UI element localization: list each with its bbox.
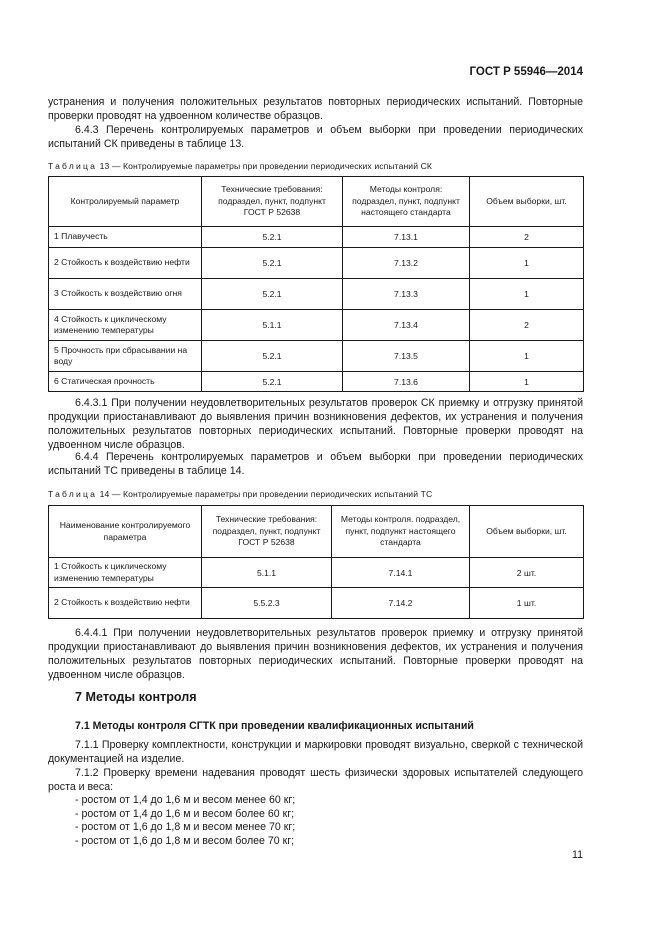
cell-method: 7.13.2 bbox=[343, 248, 470, 279]
caption-prefix: Таблица bbox=[48, 489, 98, 499]
table-row bbox=[49, 310, 584, 341]
paragraph-6-4-4: 6.4.4 Перечень контролируемых параметров и объем выборки при проведении периодических испытаний ТС приведены в таблице 14. bbox=[48, 451, 583, 477]
header-cell: Методы контроля. подраздел, пункт, подпункт настоящего стандарта bbox=[332, 506, 470, 558]
paragraph-7-1-2: 7.1.2 Проверку времени надевания проводят шесть физически здоровых испытателей следующего роста и веса: bbox=[48, 767, 583, 793]
cell-method: 7.13.1 bbox=[343, 227, 470, 248]
caption-text: 13 — Контролируемые параметры при проведении периодических испытаний СК bbox=[99, 161, 433, 171]
caption-text: 14 — Контролируемые параметры при проведении периодических испытаний ТС bbox=[99, 489, 433, 499]
section-7-1-heading: 7.1 Методы контроля СГТК при проведении квалификационных испытаний bbox=[75, 720, 474, 732]
height-weight-list bbox=[75, 794, 295, 848]
cell-method: 7.14.1 bbox=[332, 558, 470, 588]
table-row bbox=[49, 248, 584, 279]
document-id-header: ГОСТ Р 55946—2014 bbox=[469, 66, 583, 78]
header-cell: Объем выборки, шт. bbox=[470, 506, 584, 558]
cell-parameter: 3 Стойкость к воздействию огня bbox=[49, 279, 202, 310]
header-cell: Контролируемый параметр bbox=[49, 177, 202, 227]
table-13 bbox=[48, 176, 584, 392]
table-row bbox=[49, 227, 584, 248]
cell-method: 7.14.2 bbox=[332, 588, 470, 619]
cell-parameter: 2 Стойкость к воздействию нефти bbox=[49, 248, 202, 279]
list-item: - ростом от 1,6 до 1,8 м и весом менее 70 кг; bbox=[75, 821, 296, 834]
cell-requirement: 5.2.1 bbox=[202, 372, 343, 392]
paragraph-6-4-4-1: 6.4.4.1 При получении неудовлетворительных результатов проверок приемку и отгрузку принятой продукции приостанавливают до выявления причин возникновения дефектов, их устранения и получения положительных результатов повторных периодических испытаний. Повторные проверки проводят на удвоенном числе образцов. bbox=[48, 627, 583, 681]
header-cell: Объем выборки, шт. bbox=[470, 177, 584, 227]
cell-sample: 2 шт. bbox=[470, 558, 584, 588]
table-row bbox=[49, 372, 584, 392]
table-row bbox=[49, 558, 584, 588]
table-14-caption bbox=[48, 489, 432, 499]
table-13-caption bbox=[48, 161, 432, 171]
cell-requirement: 5.5.2.3 bbox=[202, 588, 332, 619]
table-14 bbox=[48, 505, 584, 619]
table-row bbox=[49, 341, 584, 372]
caption-prefix: Таблица bbox=[48, 161, 98, 171]
paragraph-6-4-3-1: 6.4.3.1 При получении неудовлетворительных результатов проверок СК приемку и отгрузку принятой продукции приостанавливают до выявления причин возникновения дефектов, их устранения и получения положительных результатов повторных периодических испытаний. Повторные проверки проводят на удвоенном числе образцов. bbox=[48, 397, 583, 451]
cell-parameter: 4 Стойкость к циклическому изменению температуры bbox=[49, 310, 202, 341]
cell-parameter: 6 Статическая прочность bbox=[49, 372, 202, 392]
page-number: 11 bbox=[572, 849, 583, 861]
table-header-row bbox=[49, 506, 584, 558]
cell-sample: 1 bbox=[470, 248, 584, 279]
list-item: - ростом от 1,6 до 1,8 м и весом более 70 кг; bbox=[75, 834, 295, 847]
cell-parameter: 1 Плавучесть bbox=[49, 227, 202, 248]
paragraph-7-1-1: 7.1.1 Проверку комплектности, конструкции и маркировки проводят визуально, сверкой с технической документацией на изделие. bbox=[48, 739, 583, 765]
cell-requirement: 5.2.1 bbox=[202, 341, 343, 372]
header-cell: Методы контроля: подраздел, пункт, подпункт настоящего стандарта bbox=[343, 177, 470, 227]
cell-sample: 1 bbox=[470, 279, 584, 310]
paragraph-6-4-3: 6.4.3 Перечень контролируемых параметров и объем выборки при проведении периодических испытаний СК приведены в таблице 13. bbox=[48, 124, 583, 150]
header-cell: Технические требования: подраздел, пункт, подпункт ГОСТ Р 52638 bbox=[202, 506, 332, 558]
cell-sample: 1 bbox=[470, 372, 584, 392]
cell-parameter: 5 Прочность при сбрасывании на воду bbox=[49, 341, 202, 372]
cell-requirement: 5.1.1 bbox=[202, 558, 332, 588]
cell-requirement: 5.2.1 bbox=[202, 248, 343, 279]
cell-sample: 2 bbox=[470, 310, 584, 341]
cell-method: 7.13.6 bbox=[343, 372, 470, 392]
paragraph-continuation: устранения и получения положительных результатов повторных периодических испытаний. Повторные проверки проводят на удвоенном количестве образцов. bbox=[48, 96, 583, 122]
cell-method: 7.13.5 bbox=[343, 341, 470, 372]
cell-requirement: 5.2.1 bbox=[202, 227, 343, 248]
cell-sample: 1 шт. bbox=[470, 588, 584, 619]
table-row bbox=[49, 279, 584, 310]
list-item: - ростом от 1,4 до 1,6 м и весом более 60 кг; bbox=[75, 807, 295, 820]
header-cell: Технические требования: подраздел, пункт, подпункт ГОСТ Р 52638 bbox=[202, 177, 343, 227]
cell-method: 7.13.4 bbox=[343, 310, 470, 341]
section-7-heading: 7 Методы контроля bbox=[75, 690, 197, 704]
cell-requirement: 5.2.1 bbox=[202, 279, 343, 310]
cell-parameter: 2 Стойкость к воздействию нефти bbox=[49, 588, 202, 619]
cell-requirement: 5.1.1 bbox=[202, 310, 343, 341]
cell-parameter: 1 Стойкость к циклическому изменению температуры bbox=[49, 558, 202, 588]
cell-method: 7.13.3 bbox=[343, 279, 470, 310]
cell-sample: 2 bbox=[470, 227, 584, 248]
list-item: - ростом от 1,4 до 1,6 м и весом менее 60 кг; bbox=[75, 794, 296, 806]
cell-sample: 1 bbox=[470, 341, 584, 372]
header-cell: Наименование контролируемого параметра bbox=[49, 506, 202, 558]
table-header-row bbox=[49, 177, 584, 227]
table-row bbox=[49, 588, 584, 619]
